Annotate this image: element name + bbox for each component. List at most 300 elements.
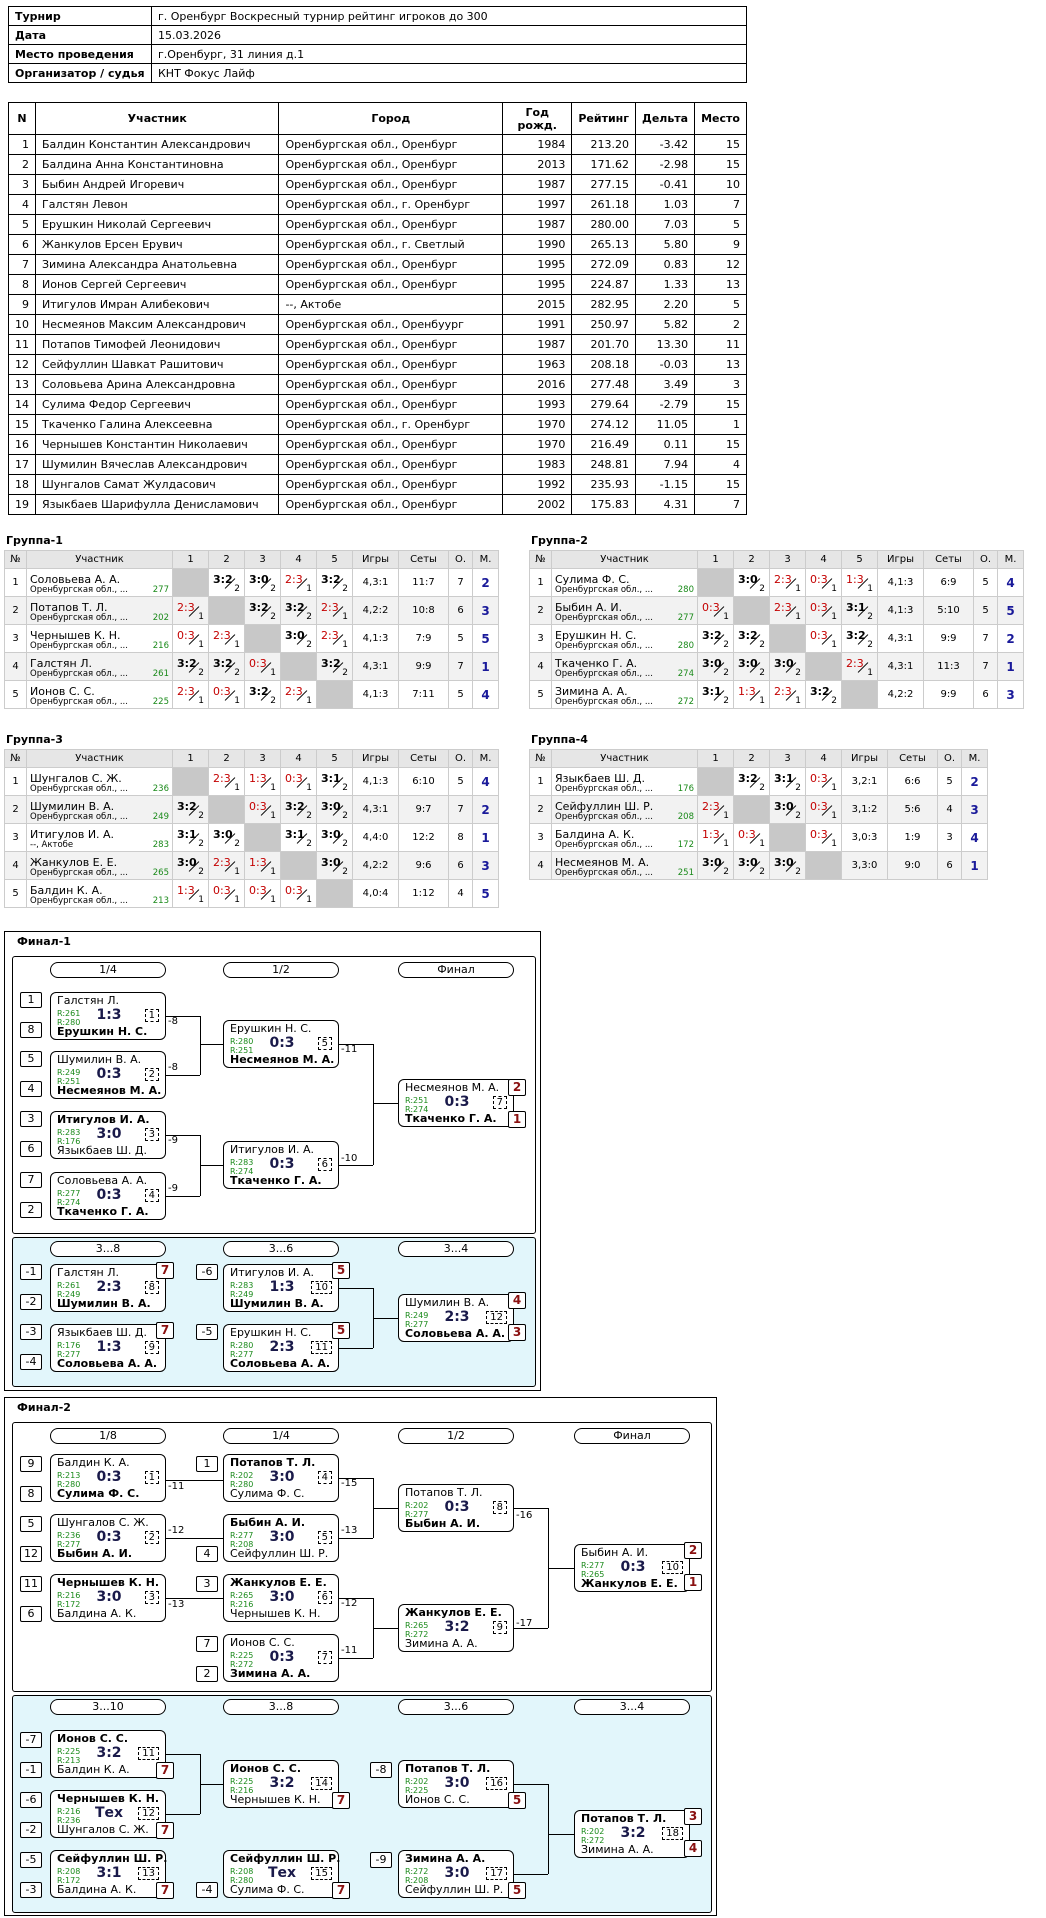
match-rating-1: R:280 <box>230 1037 254 1046</box>
player-cell: 9 <box>695 235 747 255</box>
player-cell: 18 <box>9 475 36 495</box>
group-place: 5 <box>473 880 499 908</box>
match-box <box>398 1850 514 1898</box>
match-number: 12 <box>486 1311 507 1324</box>
group-sets: 9:9 <box>924 625 974 653</box>
seed-number: 5 <box>20 1051 42 1067</box>
group-score: 3:1 <box>774 772 794 785</box>
bracket-line <box>373 1103 398 1104</box>
round-header: 3...4 <box>398 1241 514 1257</box>
player-cell: 1991 <box>503 315 572 335</box>
group-player <box>552 796 698 824</box>
group-player <box>27 569 173 597</box>
seed-number: 8 <box>20 1022 42 1038</box>
group-empty-cell <box>317 880 353 908</box>
group-player-rating: 274 <box>677 669 694 679</box>
match-box <box>50 1111 166 1159</box>
group-score: 3:0 <box>738 657 758 670</box>
group-score-cell <box>317 768 353 796</box>
player-cell: Оренбургская обл., Оренбург <box>279 495 503 515</box>
group-score: 0:3 <box>702 601 720 614</box>
group-score-cell <box>806 569 842 597</box>
group-score: 3:0 <box>285 629 305 642</box>
match-rating-2: R:277 <box>405 1510 429 1519</box>
player-cell: 15 <box>695 395 747 415</box>
bracket-line <box>548 1784 549 1874</box>
info-key: Организатор / судья <box>9 64 152 83</box>
group-games: 3,3:0 <box>842 852 888 880</box>
match-player-1: Быбин А. И. <box>230 1516 306 1529</box>
group-player-rating: 225 <box>152 697 169 707</box>
group-score-cell <box>209 852 245 880</box>
seed-number: 12 <box>20 1546 42 1562</box>
round-header: Финал <box>398 962 514 978</box>
group-empty-cell <box>770 824 806 852</box>
player-cell: 15 <box>695 475 747 495</box>
match-box <box>50 1514 166 1562</box>
group-player-rating: 277 <box>677 613 694 623</box>
group-match-points: 2 <box>306 811 312 821</box>
group-match-points: 1 <box>306 895 312 905</box>
player-cell: 1992 <box>503 475 572 495</box>
match-player-2: Балдин К. А. <box>57 1763 130 1776</box>
round-header: 3...6 <box>223 1241 339 1257</box>
match-number: 5 <box>318 1037 332 1050</box>
group-row-number: 1 <box>5 768 27 796</box>
match-player-1: Ионов С. С. <box>57 1732 129 1745</box>
match-score: 0:3 <box>96 1187 122 1203</box>
match-box <box>50 1850 166 1898</box>
group-place: 5 <box>998 597 1024 625</box>
match-player-1: Чернышев К. Н. <box>57 1792 160 1805</box>
match-number: 4 <box>145 1189 159 1202</box>
match-player-2: Несмеянов М. А. <box>230 1053 335 1066</box>
group-player-rating: 277 <box>152 585 169 595</box>
group-score: 1:3 <box>702 828 720 841</box>
player-cell: 9 <box>9 295 36 315</box>
player-cell: Итигулов Имран Алибекович <box>36 295 279 315</box>
group-player-name: Потапов Т. Л. <box>30 601 108 614</box>
group-match-points: 1 <box>723 612 729 622</box>
group-games: 4,4:0 <box>353 824 399 852</box>
group-row <box>530 681 1024 709</box>
group-player-name: Языкбаев Ш. Д. <box>555 772 645 785</box>
match-player-1: Итигулов И. А. <box>230 1143 315 1156</box>
player-cell: Чернышев Константин Николаевич <box>36 435 279 455</box>
group-score: 2:3 <box>213 856 231 869</box>
player-cell: Ионов Сергей Сергеевич <box>36 275 279 295</box>
match-rating-2: R:280 <box>57 1018 81 1027</box>
match-number: 3 <box>145 1128 159 1141</box>
group-score: 3:0 <box>738 573 758 586</box>
player-cell: 7 <box>695 495 747 515</box>
group-score-cell <box>770 852 806 880</box>
group-match-points: 2 <box>759 584 765 594</box>
group-score-cell <box>734 824 770 852</box>
match-player-2: Ткаченко Г. А. <box>57 1205 149 1218</box>
match-number: 5 <box>318 1531 332 1544</box>
group-player-rating: 202 <box>152 613 169 623</box>
player-cell: Сулима Федор Сергеевич <box>36 395 279 415</box>
match-box <box>574 1544 690 1592</box>
player-cell: 14 <box>9 395 36 415</box>
player-row <box>9 195 747 215</box>
group-player-name: Сейфуллин Ш. Р. <box>555 800 654 813</box>
bracket-line <box>373 1628 398 1629</box>
round-header: 1/2 <box>223 962 339 978</box>
match-number: 2 <box>145 1068 159 1081</box>
group-player-city: Оренбургская обл., ... <box>30 641 128 651</box>
player-cell: 5 <box>9 215 36 235</box>
bracket-label: -9 <box>168 1183 178 1194</box>
player-cell: Балдин Константин Александрович <box>36 135 279 155</box>
match-score: 3:0 <box>444 1865 470 1881</box>
group-player-name: Соловьева А. А. <box>30 573 121 586</box>
bracket-line <box>548 1834 574 1835</box>
player-cell: 10 <box>9 315 36 335</box>
group-games: 4,1:3 <box>353 768 399 796</box>
players-header: Город <box>279 103 503 135</box>
match-player-1: Галстян Л. <box>57 994 120 1007</box>
group-score: 3:2 <box>810 685 830 698</box>
match-player-1: Зимина А. А. <box>405 1852 486 1865</box>
group-score-cell <box>806 597 842 625</box>
group-match-points: 2 <box>867 640 873 650</box>
match-player-1: Несмеянов М. А. <box>405 1081 500 1094</box>
group-player-city: Оренбургская обл., ... <box>30 868 128 878</box>
info-value: КНТ Фокус Лайф <box>152 64 747 83</box>
match-player-2: Шунгалов С. Ж. <box>57 1823 149 1836</box>
bracket-line <box>373 1318 398 1319</box>
player-cell: 261.18 <box>572 195 636 215</box>
group-games: 4,1:3 <box>353 681 399 709</box>
match-score: 0:3 <box>269 1156 295 1172</box>
player-cell: -2.79 <box>636 395 695 415</box>
group-sets: 6:10 <box>399 768 449 796</box>
info-row <box>9 64 747 83</box>
group-row <box>530 569 1024 597</box>
player-cell: 2 <box>9 155 36 175</box>
player-cell: 15 <box>695 155 747 175</box>
group-games: 4,2:2 <box>878 681 924 709</box>
player-row <box>9 495 747 515</box>
group-score: 3:1 <box>177 828 197 841</box>
match-rating-2: R:249 <box>57 1290 81 1299</box>
group-player-name: Галстян Л. <box>30 657 93 670</box>
bracket-label: -17 <box>516 1618 533 1629</box>
player-cell: Несмеянов Максим Александрович <box>36 315 279 335</box>
group-match-points: 1 <box>795 584 801 594</box>
match-box <box>223 1020 339 1068</box>
group-place: 3 <box>998 681 1024 709</box>
group-title: Группа-3 <box>6 733 63 746</box>
player-cell: 1970 <box>503 435 572 455</box>
group-points: 5 <box>974 597 998 625</box>
match-number: 7 <box>318 1651 332 1664</box>
group-empty-cell <box>842 681 878 709</box>
player-cell: 1995 <box>503 275 572 295</box>
group-score: 3:2 <box>177 657 197 670</box>
group-player <box>27 625 173 653</box>
seed-number: -2 <box>20 1294 42 1310</box>
group-score: 3:2 <box>213 657 233 670</box>
group-match-points: 2 <box>759 668 765 678</box>
match-rating-1: R:176 <box>57 1341 81 1350</box>
group-points: 4 <box>449 880 473 908</box>
group-score: 3:2 <box>321 573 341 586</box>
match-number: 13 <box>138 1867 159 1880</box>
place-box: 5 <box>508 1882 526 1899</box>
player-cell: -2.98 <box>636 155 695 175</box>
group-score: 2:3 <box>321 629 339 642</box>
place-box: 7 <box>156 1322 174 1339</box>
group-score-cell <box>806 768 842 796</box>
group-games: 3,0:3 <box>842 824 888 852</box>
match-number: 9 <box>145 1341 159 1354</box>
group-match-points: 2 <box>306 640 312 650</box>
group-table <box>4 749 499 908</box>
match-score: 0:3 <box>269 1035 295 1051</box>
match-rating-1: R:216 <box>57 1591 81 1600</box>
match-player-2: Ионов С. С. <box>405 1793 470 1806</box>
match-player-1: Жанкулов Е. Е. <box>230 1576 327 1589</box>
round-header: 1/2 <box>398 1428 514 1444</box>
group-player-name: Зимина А. А. <box>555 685 628 698</box>
group-header: 2 <box>209 750 245 768</box>
group-score-cell <box>245 681 281 709</box>
group-header: Участник <box>552 551 698 569</box>
group-row-number: 4 <box>530 852 552 880</box>
group-match-points: 1 <box>198 696 204 706</box>
player-cell: Шумилин Вячеслав Александрович <box>36 455 279 475</box>
match-rating-1: R:277 <box>57 1189 81 1198</box>
group-match-points: 1 <box>234 783 240 793</box>
place-box: 7 <box>156 1822 174 1839</box>
group-header: № <box>530 750 552 768</box>
group-player-city: Оренбургская обл., ... <box>555 784 653 794</box>
group-player-rating: 265 <box>152 868 169 878</box>
group-match-points: 2 <box>759 640 765 650</box>
group-header: № <box>5 551 27 569</box>
group-match-points: 2 <box>198 811 204 821</box>
group-row-number: 3 <box>5 824 27 852</box>
match-box <box>223 1141 339 1189</box>
group-empty-cell <box>281 653 317 681</box>
group-sets: 12:2 <box>399 824 449 852</box>
group-match-points: 1 <box>831 783 837 793</box>
group-place: 3 <box>473 852 499 880</box>
match-rating-1: R:249 <box>57 1068 81 1077</box>
group-score: 3:0 <box>774 800 794 813</box>
group-score-cell <box>317 597 353 625</box>
match-number: 9 <box>493 1621 507 1634</box>
bracket-line <box>166 1538 200 1539</box>
match-rating-2: R:216 <box>230 1786 254 1795</box>
group-row-number: 5 <box>5 681 27 709</box>
info-key: Дата <box>9 26 152 45</box>
group-score: 3:2 <box>321 657 341 670</box>
group-match-points: 2 <box>270 584 276 594</box>
group-score: 3:0 <box>321 800 341 813</box>
group-empty-cell <box>806 852 842 880</box>
player-cell: 208.18 <box>572 355 636 375</box>
info-value: г. Оренбург Воскресный турнир рейтинг игроков до 300 <box>152 7 747 26</box>
seed-number: -4 <box>20 1354 42 1370</box>
group-score: 2:3 <box>213 772 231 785</box>
group-match-points: 2 <box>198 839 204 849</box>
group-score-cell <box>245 796 281 824</box>
player-cell: Оренбургская обл., Оренбург <box>279 475 503 495</box>
group-row <box>530 824 988 852</box>
seed-number: -3 <box>20 1324 42 1340</box>
group-row-number: 2 <box>5 597 27 625</box>
group-score-cell <box>734 625 770 653</box>
match-rating-1: R:236 <box>57 1531 81 1540</box>
match-box <box>50 992 166 1040</box>
player-row <box>9 235 747 255</box>
player-cell: 5 <box>695 295 747 315</box>
group-header: Игры <box>353 750 399 768</box>
group-player <box>27 681 173 709</box>
seed-number: 6 <box>20 1606 42 1622</box>
match-rating-2: R:272 <box>581 1836 605 1845</box>
player-cell: 0.11 <box>636 435 695 455</box>
player-cell: 1987 <box>503 175 572 195</box>
group-player-rating: 272 <box>677 697 694 707</box>
seed-number: -5 <box>20 1852 42 1868</box>
match-score: 3:0 <box>96 1126 122 1142</box>
bracket-label: -12 <box>168 1525 185 1536</box>
group-score-cell <box>317 653 353 681</box>
group-score: 2:3 <box>846 657 864 670</box>
match-rating-1: R:280 <box>230 1341 254 1350</box>
match-score: 1:3 <box>96 1007 122 1023</box>
match-rating-1: R:265 <box>230 1591 254 1600</box>
group-match-points: 2 <box>342 783 348 793</box>
match-player-2: Зимина А. А. <box>581 1843 654 1856</box>
group-score: 0:3 <box>249 657 267 670</box>
group-score-cell <box>698 796 734 824</box>
player-cell: Оренбургская обл., Оренбург <box>279 175 503 195</box>
bracket-label: -11 <box>341 1044 358 1055</box>
group-player-name: Балдина А. К. <box>555 828 635 841</box>
bracket-label: -8 <box>168 1016 178 1027</box>
group-place: 5 <box>473 625 499 653</box>
group-score: 3:1 <box>285 828 305 841</box>
group-header: 2 <box>734 551 770 569</box>
match-rating-2: R:277 <box>230 1350 254 1359</box>
group-score: 3:2 <box>738 772 758 785</box>
match-number: 12 <box>138 1807 159 1820</box>
group-row <box>530 653 1024 681</box>
group-place: 3 <box>962 796 988 824</box>
group-header: 3 <box>770 750 806 768</box>
player-cell: 2015 <box>503 295 572 315</box>
group-score: 1:3 <box>738 685 756 698</box>
player-cell: -0.41 <box>636 175 695 195</box>
match-player-2: Балдина А. К. <box>57 1883 137 1896</box>
group-match-points: 2 <box>270 612 276 622</box>
group-score: 3:1 <box>846 601 866 614</box>
bracket-label: -12 <box>341 1598 358 1609</box>
match-player-2: Сулима Ф. С. <box>230 1883 305 1896</box>
group-place: 1 <box>473 653 499 681</box>
group-header: Игры <box>842 750 888 768</box>
group-match-points: 1 <box>270 668 276 678</box>
match-player-1: Соловьева А. А. <box>57 1174 148 1187</box>
match-player-1: Шунгалов С. Ж. <box>57 1516 149 1529</box>
group-score: 0:3 <box>810 601 828 614</box>
match-rating-2: R:236 <box>57 1816 81 1825</box>
group-score: 3:0 <box>249 573 269 586</box>
group-match-points: 2 <box>795 783 801 793</box>
final-title: Финал-2 <box>17 1401 71 1414</box>
match-score: Тех <box>267 1865 297 1881</box>
group-score-cell <box>281 569 317 597</box>
group-empty-cell <box>770 625 806 653</box>
player-cell: Потапов Тимофей Леонидович <box>36 335 279 355</box>
bracket-label: -8 <box>168 1062 178 1073</box>
match-box <box>223 1514 339 1562</box>
match-number: 16 <box>486 1777 507 1790</box>
group-games: 4,1:3 <box>878 597 924 625</box>
match-number: 6 <box>318 1591 332 1604</box>
player-cell: 282.95 <box>572 295 636 315</box>
group-score: 3:0 <box>738 856 758 869</box>
bracket-line <box>339 1165 373 1166</box>
match-rating-2: R:225 <box>405 1786 429 1795</box>
group-table <box>529 749 988 880</box>
seed-number: 11 <box>20 1576 42 1592</box>
group-score-cell <box>734 852 770 880</box>
player-cell: 7 <box>695 195 747 215</box>
group-score: 2:3 <box>321 601 339 614</box>
player-row <box>9 215 747 235</box>
group-score-cell <box>698 625 734 653</box>
group-points: 6 <box>449 597 473 625</box>
group-header: 1 <box>698 750 734 768</box>
group-score-cell <box>734 569 770 597</box>
group-score-cell <box>806 681 842 709</box>
bracket-line <box>373 1508 398 1509</box>
match-rating-1: R:272 <box>405 1867 429 1876</box>
group-score: 2:3 <box>213 629 231 642</box>
place-box: 2 <box>508 1079 526 1096</box>
match-score: 3:2 <box>444 1619 470 1635</box>
match-player-1: Итигулов И. А. <box>230 1266 315 1279</box>
group-games: 4,3:1 <box>878 625 924 653</box>
info-row <box>9 7 747 26</box>
group-score: 0:3 <box>213 685 231 698</box>
group-score-cell <box>209 768 245 796</box>
group-score-cell <box>173 824 209 852</box>
player-cell: Ерушкин Николай Сергеевич <box>36 215 279 235</box>
group-header: М. <box>962 750 988 768</box>
group-player <box>552 852 698 880</box>
group-player-name: Несмеянов М. А. <box>555 856 650 869</box>
group-match-points: 1 <box>831 811 837 821</box>
group-games: 4,0:4 <box>353 880 399 908</box>
player-cell: 1984 <box>503 135 572 155</box>
player-cell: 11 <box>9 335 36 355</box>
group-score-cell <box>245 569 281 597</box>
group-score: 3:0 <box>177 856 197 869</box>
group-player-city: --, Актобе <box>30 840 74 850</box>
group-match-points: 1 <box>270 867 276 877</box>
place-box: 4 <box>508 1292 526 1309</box>
group-empty-cell <box>173 569 209 597</box>
group-header-row <box>5 551 499 569</box>
